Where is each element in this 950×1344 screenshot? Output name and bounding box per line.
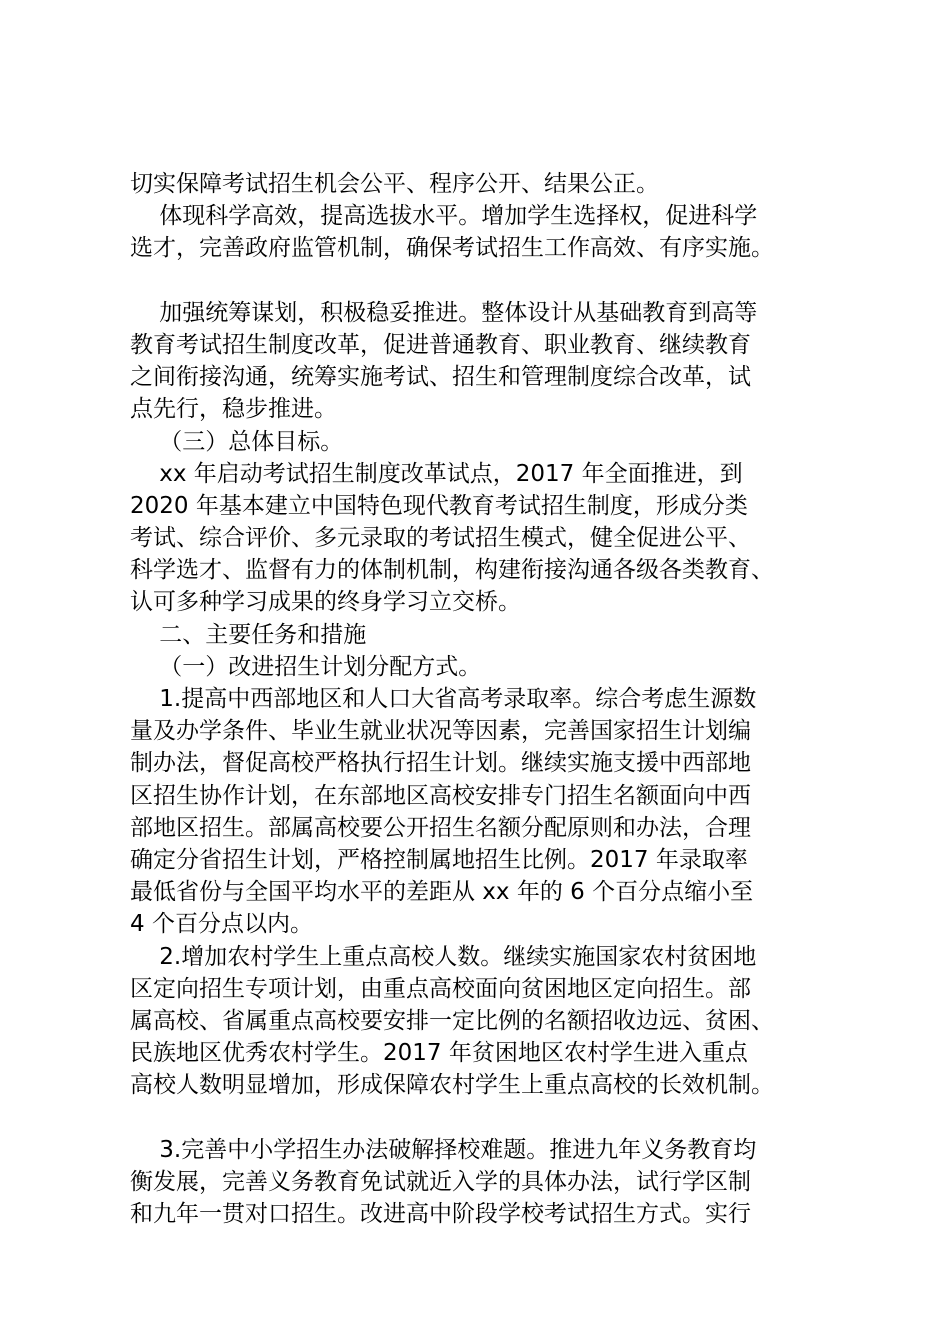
text-line: 教育考试招生制度改革，促进普通教育、职业教育、继续教育 (130, 331, 751, 358)
text-line: 点先行，稳步推进。 (130, 396, 337, 423)
text-line: 切实保障考试招生机会公平、程序公开、结果公正。 (130, 171, 659, 197)
text-line: 2.增加农村学生上重点高校人数。继续实施国家农村贫困地 (130, 943, 757, 970)
text-line: 体现科学高效，提高选拔水平。增加学生选择权，促进科学 (130, 203, 758, 230)
text-line: 和九年一贯对口招生。改进高中阶段学校考试招生方式。实行 (130, 1201, 751, 1227)
text-line: 4 个百分点以内。 (130, 911, 313, 938)
text-line: 衡发展，完善义务教育免试就近入学的具体办法，试行学区制 (130, 1168, 751, 1195)
text-line: 选才，完善政府监管机制，确保考试招生工作高效、有序实施。 (130, 235, 774, 262)
text-line: 2020 年基本建立中国特色现代教育考试招生制度，形成分类 (130, 492, 748, 519)
text-line: 考试、综合评价、多元录取的考试招生模式，健全促进公平、 (130, 525, 751, 552)
text-line: 加强统筹谋划，积极稳妥推进。整体设计从基础教育到高等 (130, 299, 758, 326)
text-line: 确定分省招生计划，严格控制属地招生比例。2017 年录取率 (130, 846, 748, 873)
text-line: 科学选才、监督有力的体制机制，构建衔接沟通各级各类教育、 (130, 557, 774, 584)
paragraph-gap (130, 1101, 830, 1133)
paragraph-gap (130, 265, 830, 297)
text-line: 民族地区优秀农村学生。2017 年贫困地区农村学生进入重点 (130, 1040, 748, 1067)
text-line: 最低省份与全国平均水平的差距从 xx 年的 6 个百分点缩小至 (130, 879, 754, 906)
text-line: 部地区招生。部属高校要公开招生名额分配原则和办法，合理 (130, 814, 751, 841)
text-line: xx 年启动考试招生制度改革试点，2017 年全面推进，到 (130, 460, 743, 487)
text-line: 3.完善中小学招生办法破解择校难题。推进九年义务教育均 (130, 1136, 757, 1163)
text-line: 区招生协作计划，在东部地区高校安排专门招生名额面向中西 (130, 782, 751, 809)
text-line: 区定向招生专项计划，由重点高校面向贫困地区定向招生。部 (130, 975, 751, 1002)
document-body (130, 168, 830, 1230)
text-line: 量及办学条件、毕业生就业状况等因素，完善国家招生计划编 (130, 718, 751, 745)
text-line: 认可多种学习成果的终身学习立交桥。 (130, 589, 521, 616)
text-line: （一）改进招生计划分配方式。 (130, 653, 482, 680)
text-line: 属高校、省属重点高校要安排一定比例的名额招收边远、贫困、 (130, 1007, 774, 1034)
text-line: 1.提高中西部地区和人口大省高考录取率。综合考虑生源数 (130, 686, 757, 712)
text-line: （三）总体目标。 (130, 428, 344, 455)
text-line: 制办法，督促高校严格执行招生计划。继续实施支援中西部地 (130, 750, 751, 777)
text-line: 高校人数明显增加，形成保障农村学生上重点高校的长效机制。 (130, 1072, 774, 1099)
text-line: 之间衔接沟通，统筹实施考试、招生和管理制度综合改革，试 (130, 364, 751, 391)
text-line: 二、主要任务和措施 (130, 621, 367, 648)
